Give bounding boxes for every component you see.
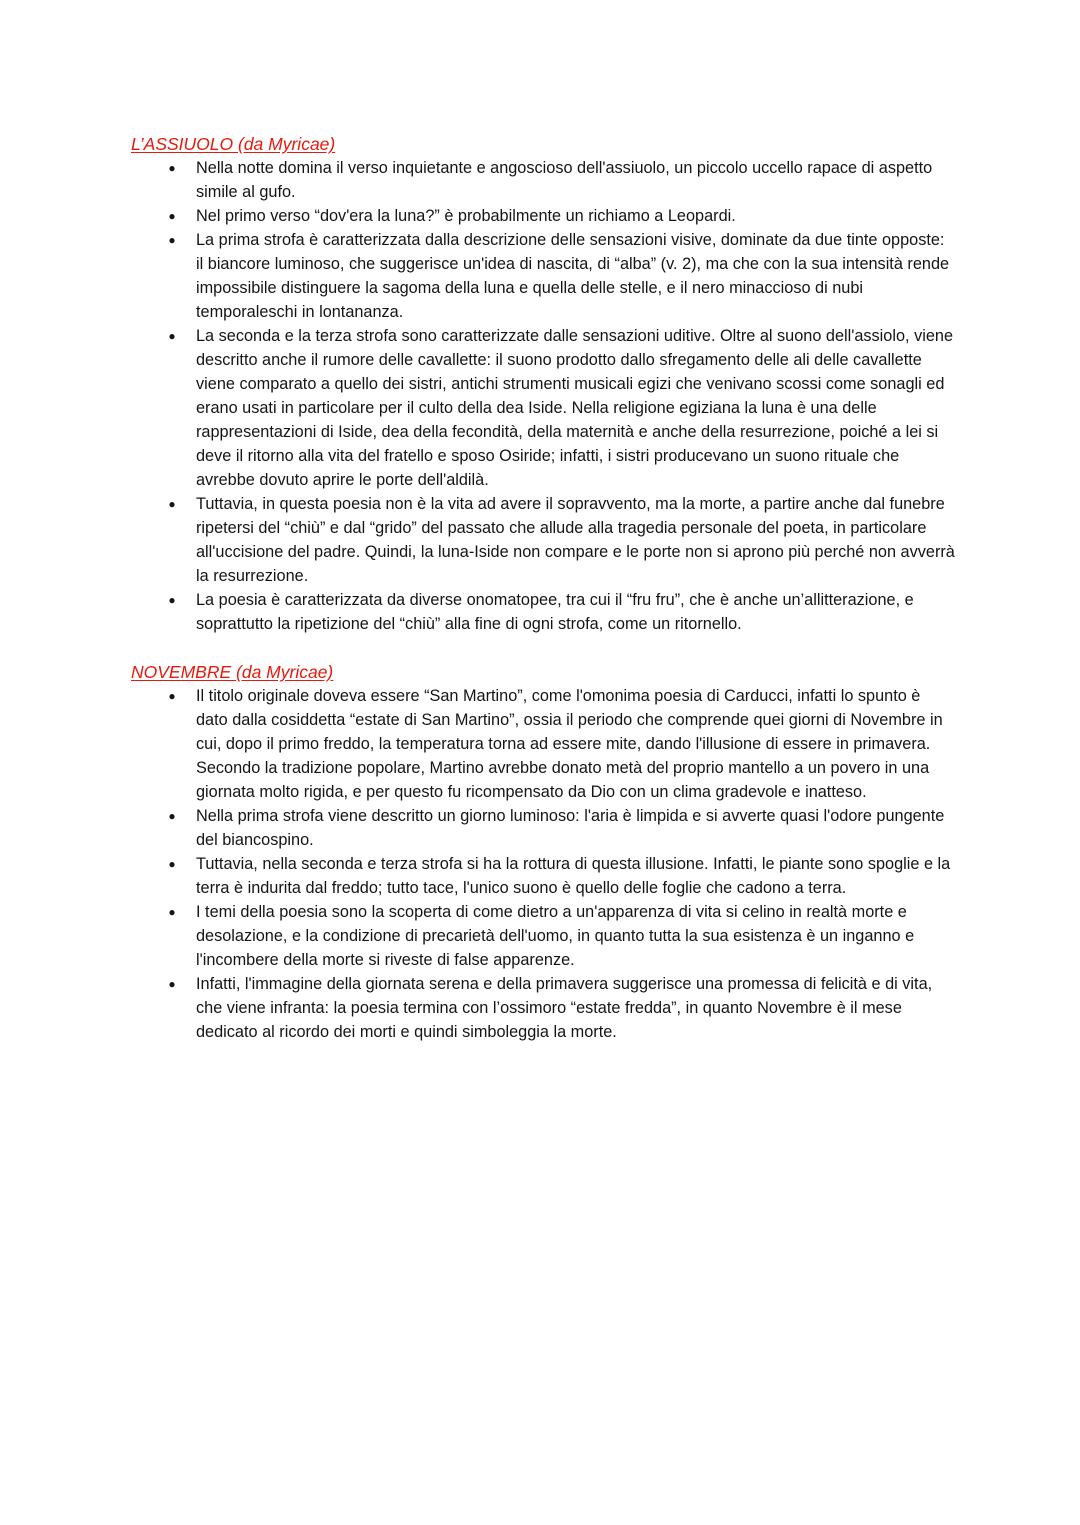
list-item <box>131 492 960 588</box>
bullet-icon: ● <box>168 809 176 823</box>
list-item <box>131 684 960 804</box>
list-item-text: I temi della poesia sono la scoperta di come dietro a un'apparenza di vita si celino in realtà morte e desolazione, e la condizione di precarietà dell'uomo, in quanto tutta la sua esistenza è un inganno e l'incombere della morte si riveste di false apparenze. <box>196 903 915 969</box>
list-item <box>131 228 960 324</box>
section-novembre <box>131 660 960 1044</box>
section-title: L’ASSIUOLO (da Myricae) <box>131 134 336 154</box>
section-assiuolo <box>131 132 960 636</box>
list-item <box>131 804 960 852</box>
list-item <box>131 204 960 228</box>
bullet-icon: ● <box>168 329 176 343</box>
list-item-text: Tuttavia, in questa poesia non è la vita ad avere il sopravvento, ma la morte, a partire anche dal funebre ripetersi del “chiù” e dal “grido” del passato che allude alla tragedia personale del poeta, in particolare all'uccisione del padre. Quindi, la luna-Iside non compare e le porte non si aprono più perché non avverrà la resurrezione. <box>196 495 955 585</box>
list-item <box>131 900 960 972</box>
list-item-text: Tuttavia, nella seconda e terza strofa si ha la rottura di questa illusione. Infatti, le piante sono spoglie e la terra è indurita dal freddo; tutto tace, l'unico suono è quello delle foglie che cadono a terra. <box>196 855 951 897</box>
list-item-text: La prima strofa è caratterizzata dalla descrizione delle sensazioni visive, dominate da due tinte opposte: il biancore luminoso, che suggerisce un'idea di nascita, di “alba” (v. 2), ma che con la sua intensità rende impossibile distinguere la sagoma della luna e quella delle stelle, e il nero minaccioso di nubi temporaleschi in lontananza. <box>196 231 950 321</box>
bullet-list <box>131 156 960 636</box>
list-item <box>131 972 960 1044</box>
bullet-icon: ● <box>168 977 176 991</box>
bullet-icon: ● <box>168 905 176 919</box>
list-item-text: Nel primo verso “dov'era la luna?” è probabilmente un richiamo a Leopardi. <box>196 207 736 225</box>
bullet-icon: ● <box>168 857 176 871</box>
bullet-icon: ● <box>168 593 176 607</box>
list-item-text: Nella notte domina il verso inquietante e angoscioso dell'assiuolo, un piccolo uccello rapace di aspetto simile al gufo. <box>196 159 933 201</box>
bullet-icon: ● <box>168 161 176 175</box>
bullet-icon: ● <box>168 497 176 511</box>
section-title: NOVEMBRE (da Myricae) <box>131 662 334 682</box>
bullet-list <box>131 684 960 1044</box>
list-item <box>131 324 960 492</box>
bullet-icon: ● <box>168 233 176 247</box>
list-item-text: La seconda e la terza strofa sono caratterizzate dalle sensazioni uditive. Oltre al suono dell'assiolo, viene descritto anche il rumore delle cavallette: il suono prodotto dallo sfregamento delle ali delle cavallette viene comparato a quello dei sistri, antichi strumenti musicali egizi che venivano scossi come sonagli ed erano usati in particolare per il culto della dea Iside. Nella religione egiziana la luna è una delle rappresentazioni di Iside, dea della fecondità, della maternità e anche della resurrezione, poiché a lei si deve il ritorno alla vita del fratello e sposo Osiride; infatti, i sistri producevano un suono rituale che avrebbe dovuto aprire le porte dell'aldilà. <box>196 327 953 489</box>
list-item <box>131 588 960 636</box>
bullet-icon: ● <box>168 689 176 703</box>
list-item-text: Infatti, l'immagine della giornata serena e della primavera suggerisce una promessa di felicità e di vita, che viene infranta: la poesia termina con l’ossimoro “estate fredda”, in quanto Novembre è il mese dedicato al ricordo dei morti e quindi simboleggia la morte. <box>196 975 933 1041</box>
list-item <box>131 156 960 204</box>
bullet-icon: ● <box>168 209 176 223</box>
list-item-text: Nella prima strofa viene descritto un giorno luminoso: l'aria è limpida e si avverte quasi l'odore pungente del biancospino. <box>196 807 945 849</box>
list-item-text: La poesia è caratterizzata da diverse onomatopee, tra cui il “fru fru”, che è anche un’allitterazione, e soprattutto la ripetizione del “chiù” alla fine di ogni strofa, come un ritornello. <box>196 591 914 633</box>
list-item-text: Il titolo originale doveva essere “San Martino”, come l'omonima poesia di Carducci, infatti lo spunto è dato dalla cosiddetta “estate di San Martino”, ossia il periodo che comprende quei giorni di Novembre in cui, dopo il primo freddo, la temperatura torna ad essere mite, dando l'illusione di essere in primavera. Secondo la tradizione popolare, Martino avrebbe donato metà del proprio mantello a un povero in una giornata molto rigida, e per questo fu ricompensato da Dio con un clima gradevole e inatteso. <box>196 687 943 801</box>
list-item <box>131 852 960 900</box>
